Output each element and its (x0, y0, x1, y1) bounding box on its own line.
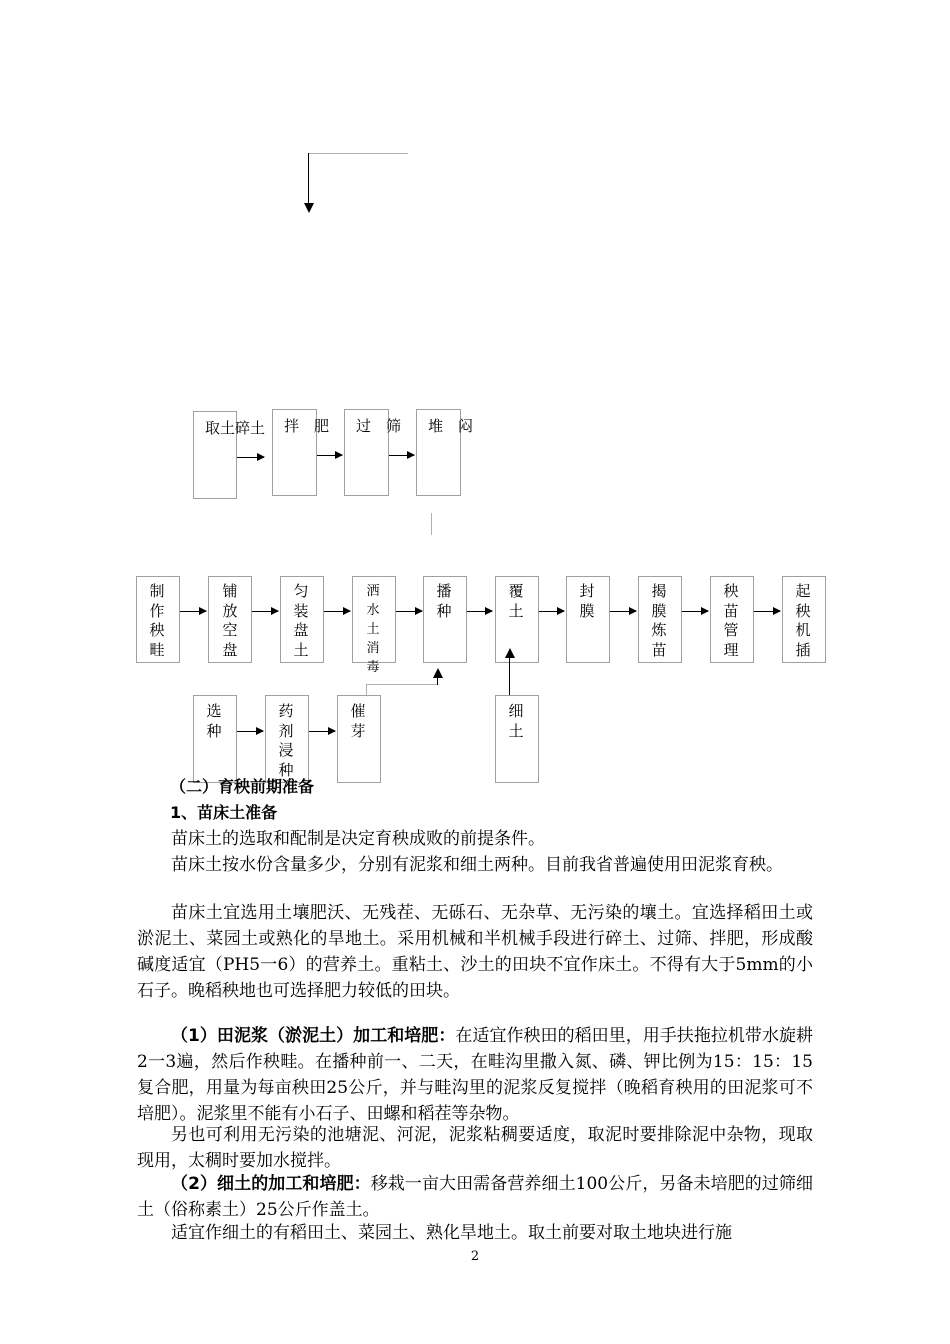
paragraph-label: （2）细土的加工和培肥： (171, 1174, 371, 1194)
flow-label-transplant: 起秧机插 (795, 582, 811, 659)
arrow-head-up (505, 648, 515, 658)
flow-label-soil-crush: 取土碎土 (205, 419, 266, 437)
flow-arrow (389, 455, 414, 456)
arrow-head-up (433, 668, 443, 678)
flow-arrow (237, 731, 263, 732)
flow-label-sieve: 过 筛 (356, 417, 402, 435)
connector-line (366, 684, 438, 685)
flow-label-make-bed: 制作秧畦 (149, 582, 165, 659)
connector-line (366, 684, 367, 695)
flow-arrow (317, 455, 342, 456)
paragraph-soil-mud (137, 1023, 813, 1127)
flow-label-fill-soil: 匀装盘土 (293, 582, 309, 659)
flow-label-fine-soil: 细土 (508, 702, 524, 740)
flow-label-harden: 揭膜炼苗 (651, 582, 667, 659)
flow-arrow (610, 611, 636, 612)
flow-arrow (237, 457, 264, 458)
flow-label-seedling-mgmt: 秧苗管理 (723, 582, 739, 659)
flow-label-seal-film: 封膜 (579, 582, 595, 620)
connector-line (308, 153, 408, 154)
paragraph-text: 移栽一亩大田需备营养细土100公斤，另备未培肥的过筛细土（俗称素土）25公斤作盖土。 (137, 1174, 813, 1220)
sub-heading: 1、苗床土准备 (170, 803, 278, 822)
paragraph: 另也可利用无污染的池塘泥、河泥，泥浆粘稠要适度，取泥时要排除泥中杂物，现取现用，太稠时要加水搅拌。 (137, 1125, 813, 1171)
arrow-head-down (304, 203, 314, 213)
paragraph: 苗床土按水份含量多少，分别有泥浆和细土两种。目前我省普遍使用田泥浆育秧。 (171, 855, 783, 875)
page-number: 2 (470, 1249, 480, 1264)
paragraph: 苗床土宜选用土壤肥沃、无残茬、无砾石、无杂草、无污染的壤土。宜选择稻田土或淤泥土、菜园土或熟化的旱地土。采用机械和半机械手段进行碎土、过筛、拌肥，形成酸碱度适宜（PH5一6）的营养土。重粘土、沙土的田块不宜作床土。不得有大于5mm的小石子。晚稻秧地也可选择肥力较低的田块。 (137, 903, 813, 1001)
flow-arrow (309, 731, 335, 732)
flow-arrow (396, 611, 422, 612)
flow-label-water-disinfect: 洒水土消毒 (366, 584, 380, 675)
connector-line (431, 513, 432, 535)
flow-arrow (324, 611, 350, 612)
flow-label-lay-trays: 铺放空盘 (222, 582, 238, 659)
flow-label-germinate: 催芽 (350, 702, 366, 740)
flow-arrow (682, 611, 708, 612)
connector-line (509, 655, 510, 695)
flow-label-soak-seed: 药剂浸种 (278, 702, 294, 779)
paragraph-fine-soil (137, 1171, 813, 1223)
paragraph: 苗床土的选取和配制是决定育秧成败的前提条件。 (171, 829, 545, 849)
flow-arrow (754, 611, 780, 612)
flow-label-cover-soil: 覆土 (508, 582, 524, 620)
paragraph-label: （1）田泥浆（淤泥土）加工和培肥： (171, 1026, 456, 1046)
flow-arrow (180, 611, 206, 612)
paragraph-text: 在适宜作秧田的稻田里，用手扶拖拉机带水旋耕2一3遍，然后作秧畦。在播种前一、二天，在畦沟里撒入氮、磷、钾比例为15：15：15复合肥，用量为每亩秧田25公斤，并与畦沟里的泥浆反复搅拌（晚稻育秧用的田泥浆可不培肥）。泥浆里不能有小石子、田螺和稻茬等杂物。 (137, 1026, 814, 1124)
flow-arrow (539, 611, 564, 612)
flow-arrow (467, 611, 492, 612)
flow-label-pile: 堆 闷 (428, 417, 474, 435)
flow-label-mix-fertilizer: 拌 肥 (284, 417, 330, 435)
section-heading: （二）育秧前期准备 (170, 777, 315, 796)
flow-arrow (252, 611, 278, 612)
flow-label-sow: 播种 (436, 582, 452, 620)
connector-line (308, 153, 309, 205)
flow-label-select-seed: 选种 (206, 702, 222, 740)
paragraph: 适宜作细土的有稻田土、菜园土、熟化旱地土。取土前要对取土地块进行施 (171, 1223, 732, 1243)
